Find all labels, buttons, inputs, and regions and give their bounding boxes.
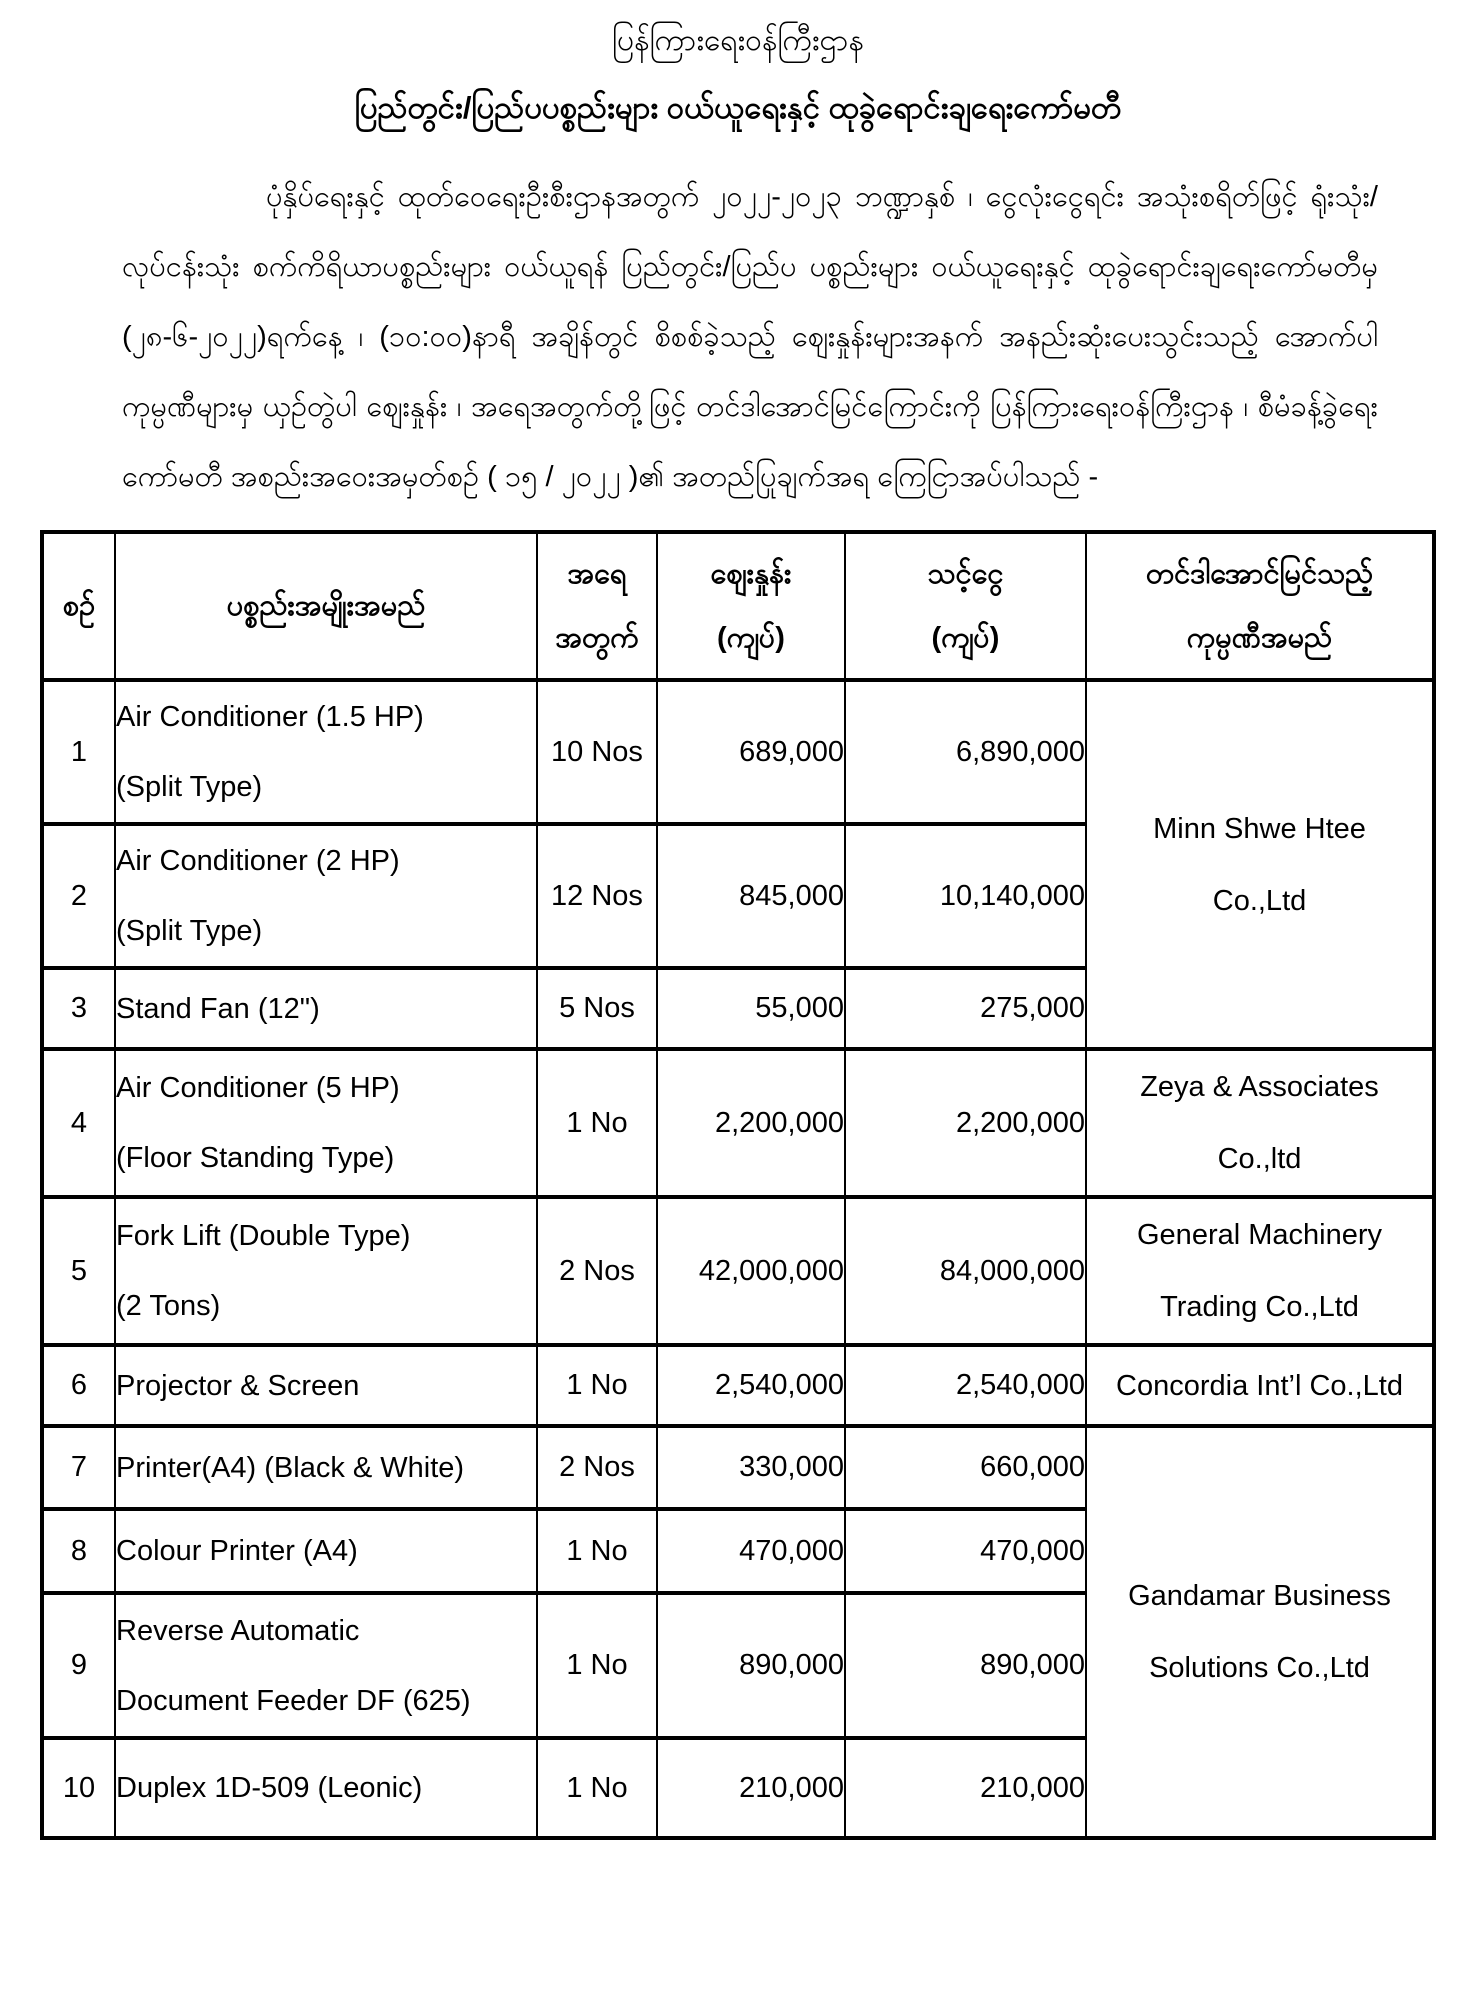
cell-price: 42,000,000	[657, 1197, 845, 1345]
item-line: Air Conditioner (2 HP)	[116, 845, 400, 877]
cell-no: 3	[42, 968, 115, 1049]
cell-amount: 890,000	[845, 1593, 1086, 1738]
cell-item	[115, 1738, 537, 1838]
cell-amount: 660,000	[845, 1426, 1086, 1509]
cell-amount: 2,540,000	[845, 1345, 1086, 1426]
cell-amount: 470,000	[845, 1509, 1086, 1593]
item-line: (Split Type)	[116, 771, 263, 803]
item-line: (Split Type)	[116, 915, 263, 947]
cell-company	[1086, 1345, 1434, 1426]
cell-company	[1086, 1049, 1434, 1197]
header-line: ကုမ္ပဏီအမည်	[1186, 622, 1333, 654]
cell-price: 890,000	[657, 1593, 845, 1738]
cell-price: 470,000	[657, 1509, 845, 1593]
company-line: Solutions Co.,Ltd	[1149, 1652, 1370, 1684]
header-line: တင်ဒါအောင်မြင်သည့်	[1145, 558, 1374, 590]
cell-qty: 1 No	[537, 1345, 657, 1426]
cell-amount: 210,000	[845, 1738, 1086, 1838]
cell-no: 5	[42, 1197, 115, 1345]
cell-amount: 6,890,000	[845, 680, 1086, 824]
item-line: Document Feeder DF (625)	[116, 1684, 471, 1717]
company-line: Minn Shwe Htee	[1153, 812, 1366, 845]
cell-no: 9	[42, 1593, 115, 1738]
intro-paragraph: ပုံနှိပ်ရေးနှင့် ထုတ်ဝေရေးဦးစီးဌာနအတွက် ၂၀၂၂-၂၀၂၃ ဘဏ္ဍာနှစ် ၊ ငွေလုံးငွေရင်း အသုံးစရိတ်ဖြင့် ရုံးသုံး/လုပ်ငန်းသုံး စက်ကိရိယာပစ္စည်းများ ဝယ်ယူရန် ပြည်တွင်း/ပြည်ပ ပစ္စည်းများ ဝယ်ယူရေးနှင့် ထုခွဲရောင်းချရေးကော်မတီမှ (၂၈-၆-၂၀၂၂)ရက်နေ့ ၊ (၁၀:၀၀)နာရီ အချိန်တွင် စိစစ်ခဲ့သည့် ဈေးနှုန်းများအနက် အနည်းဆုံးပေးသွင်းသည့် အောက်ပါ ကုမ္ပဏီများမှ ယှဉ်တွဲပါ ဈေးနှုန်း ၊ အရေအတွက်တို့ဖြင့် တင်ဒါအောင်မြင်ကြောင်းကို ပြန်ကြားရေးဝန်ကြီးဌာန ၊ စီမံခန့်ခွဲရေးကော်မတီ အစည်းအဝေးအမှတ်စဉ် ( ၁၅ / ၂၀၂၂ )၏ အတည်ပြုချက်အရ ကြေငြာအပ်ပါသည် -	[122, 181, 1378, 493]
item-line: Projector & Screen	[116, 1369, 360, 1402]
cell-qty: 2 Nos	[537, 1426, 657, 1509]
cell-price: 845,000	[657, 824, 845, 968]
cell-no: 2	[42, 824, 115, 968]
cell-qty: 1 No	[537, 1738, 657, 1838]
header-line: (ကျပ်)	[931, 622, 1000, 654]
col-header-qty	[537, 532, 657, 680]
cell-price: 210,000	[657, 1738, 845, 1838]
cell-no: 4	[42, 1049, 115, 1197]
cell-price: 2,200,000	[657, 1049, 845, 1197]
committee-title: ပြည်တွင်း/ပြည်ပပစ္စည်းများ ဝယ်ယူရေးနှင့် ထုခွဲရောင်းချရေးကော်မတီ	[354, 90, 1122, 125]
cell-no: 10	[42, 1738, 115, 1838]
cell-item	[115, 1345, 537, 1426]
cell-amount: 84,000,000	[845, 1197, 1086, 1345]
company-line: Co.,ltd	[1217, 1143, 1302, 1175]
cell-item	[115, 1509, 537, 1593]
cell-no: 6	[42, 1345, 115, 1426]
company-line: Co.,Ltd	[1212, 884, 1307, 917]
cell-price: 2,540,000	[657, 1345, 845, 1426]
company-line: Gandamar Business	[1128, 1580, 1391, 1612]
cell-amount: 275,000	[845, 968, 1086, 1049]
table-row	[42, 680, 1434, 824]
company-line: General Machinery	[1137, 1219, 1382, 1251]
cell-qty: 12 Nos	[537, 824, 657, 968]
item-line: Air Conditioner (5 HP)	[116, 1072, 400, 1104]
item-line: Fork Lift (Double Type)	[116, 1220, 411, 1252]
cell-amount: 2,200,000	[845, 1049, 1086, 1197]
col-header-amount	[845, 532, 1086, 680]
cell-company	[1086, 1426, 1434, 1838]
cell-amount: 10,140,000	[845, 824, 1086, 968]
cell-price: 55,000	[657, 968, 845, 1049]
cell-no: 8	[42, 1509, 115, 1593]
cell-no: 1	[42, 680, 115, 824]
cell-item	[115, 1049, 537, 1197]
item-line: Colour Printer (A4)	[116, 1535, 358, 1567]
header-line: (ကျပ်)	[717, 622, 785, 654]
table-row	[42, 1426, 1434, 1509]
table-row	[42, 1197, 1434, 1345]
table-row	[42, 1345, 1434, 1426]
item-line: Stand Fan (12")	[116, 992, 320, 1025]
header-line: သင့်ငွေ	[927, 558, 1004, 590]
tender-result-table	[40, 530, 1436, 1840]
ministry-title: ပြန်ကြားရေးဝန်ကြီးဌာန	[611, 24, 865, 57]
cell-item	[115, 1593, 537, 1738]
cell-item	[115, 824, 537, 968]
cell-item	[115, 968, 537, 1049]
cell-qty: 1 No	[537, 1593, 657, 1738]
cell-item	[115, 1197, 537, 1345]
col-header-company	[1086, 532, 1434, 680]
company-line: Concordia Int’l Co.,Ltd	[1116, 1369, 1403, 1402]
item-line: Duplex 1D-509 (Leonic)	[116, 1772, 423, 1804]
item-line: (Floor Standing Type)	[116, 1142, 395, 1174]
cell-qty: 2 Nos	[537, 1197, 657, 1345]
table-header-row	[42, 532, 1434, 680]
table-row	[42, 1049, 1434, 1197]
header-line: ဈေးနှုန်း	[710, 558, 792, 590]
company-line: Trading Co.,Ltd	[1160, 1291, 1359, 1323]
col-header-item: ပစ္စည်းအမျိုးအမည်	[115, 532, 537, 680]
cell-item	[115, 1426, 537, 1509]
header-line: အတွက်	[555, 622, 639, 654]
cell-qty: 10 Nos	[537, 680, 657, 824]
company-line: Zeya & Associates	[1140, 1071, 1379, 1103]
cell-item	[115, 680, 537, 824]
cell-qty: 1 No	[537, 1509, 657, 1593]
header-line: အရေ	[567, 558, 627, 590]
cell-company	[1086, 680, 1434, 1049]
cell-price: 689,000	[657, 680, 845, 824]
col-header-price	[657, 532, 845, 680]
item-line: (2 Tons)	[116, 1290, 221, 1322]
col-header-no: စဉ်	[42, 532, 115, 680]
item-line: Printer(A4) (Black & White)	[116, 1451, 465, 1484]
cell-company	[1086, 1197, 1434, 1345]
item-line: Air Conditioner (1.5 HP)	[116, 701, 424, 733]
item-line: Reverse Automatic	[116, 1614, 360, 1647]
cell-qty: 1 No	[537, 1049, 657, 1197]
cell-no: 7	[42, 1426, 115, 1509]
cell-qty: 5 Nos	[537, 968, 657, 1049]
cell-price: 330,000	[657, 1426, 845, 1509]
